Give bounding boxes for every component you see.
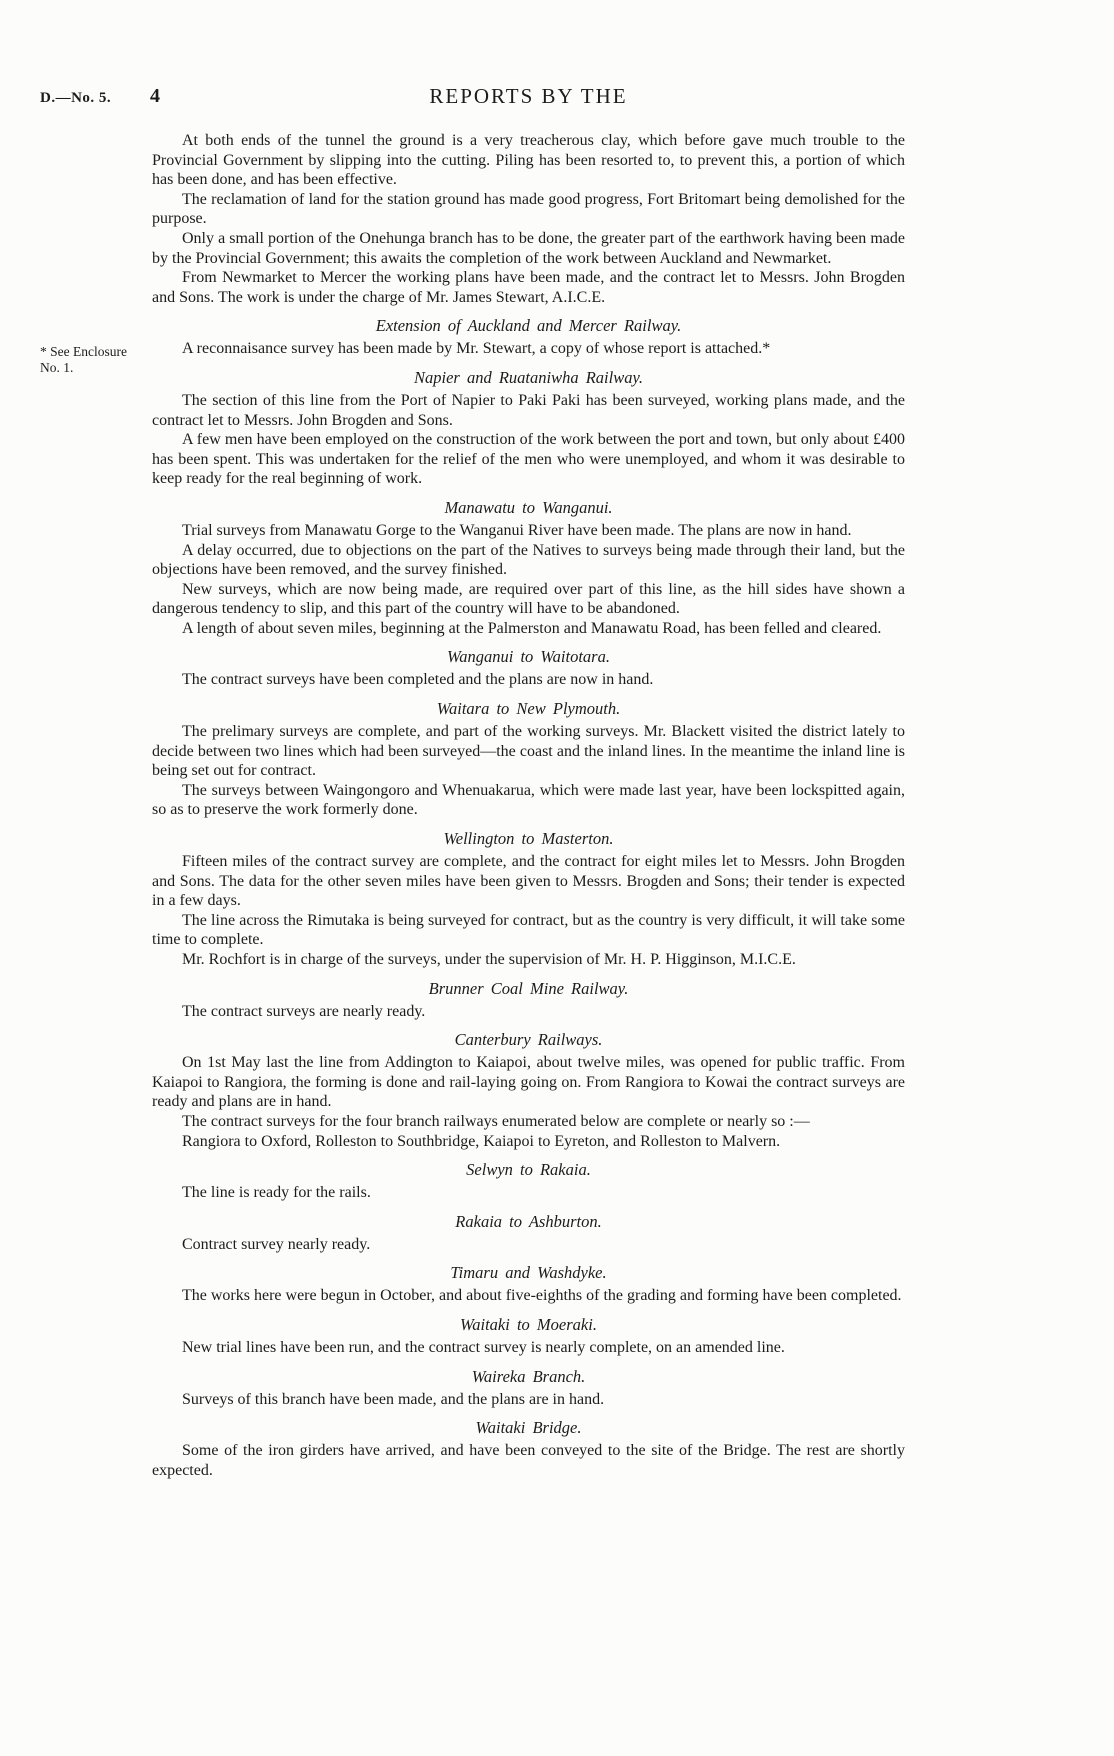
paragraph: The surveys between Waingongoro and Whenuakarua, which were made last year, have been lockspitted again, so as to preserve the work formerly done. [152,781,905,819]
report-section [152,1418,905,1480]
paragraph: Trial surveys from Manawatu Gorge to the Wanganui River have been made. The plans are now in hand. [182,521,852,539]
paragraph: New surveys, which are now being made, are required over part of this line, as the hill sides have shown a dangerous tendency to slip, and this part of the country will have to be abandoned. [152,580,905,618]
margin-note [40,344,148,376]
report-section [152,1212,905,1255]
paragraph: The works here were begun in October, and about five-eighths of the grading and forming have been completed. [182,1287,902,1305]
report-section [152,979,905,1022]
report-section [152,1263,905,1306]
report-section [152,1367,905,1410]
paragraph: The contract surveys have been completed and the plans are now in hand. [182,671,654,689]
paragraph: On 1st May last the line from Addington to Kaiapoi, about twelve miles, was opened for public traffic. From Kaiapoi to Rangiora, the forming is done and rail-laying going on. From Rangiora to Kowai the contract surveys are ready and plans are in hand. [152,1054,905,1111]
page-number: 4 [150,85,160,107]
margin-note-line-1: * See Enclosure [40,344,127,359]
paragraph: Rangiora to Oxford, Rolleston to Southbridge, Kaiapoi to Eyreton, and Rolleston to Malvern. [182,1132,781,1150]
paragraph: From Newmarket to Mercer the working plans have been made, and the contract let to Messrs. John Brogden and Sons. The work is under the charge of Mr. James Stewart, A.I.C.E. [152,269,905,306]
paragraph: A delay occurred, due to objections on the part of the Natives to surveys being made through their land, but the objections have been removed, and the survey finished. [152,541,905,579]
paragraph: Contract survey nearly ready. [182,1235,371,1253]
margin-note-line-2: No. 1. [40,360,74,375]
report-section [152,699,905,820]
document-reference: D.—No. 5. [40,90,112,106]
page-body [152,131,905,1480]
paragraph: A reconnaisance survey has been made by Mr. Stewart, a copy of whose report is attached.* [182,340,771,358]
section-heading: Timaru and Washdyke. [450,1263,607,1283]
running-title: REPORTS BY THE [429,84,628,108]
section-heading: Rakaia to Ashburton. [455,1211,602,1231]
paragraph: The reclamation of land for the station ground has made good progress, Fort Britomart being demolished for the purpose. [152,190,905,228]
paragraph: New trial lines have been run, and the contract survey is nearly complete, on an amended line. [182,1338,785,1356]
paragraph: The prelimary surveys are complete, and part of the working surveys. Mr. Blackett visited the district lately to decide between two lines which had been surveyed—the coast and the inland lines. In the meantime the inland line is being set out for contract. [152,723,905,780]
paragraph: Only a small portion of the Onehunga branch has to be done, the greater part of the earthwork having been made by the Provincial Government; this awaits the completion of the work between Auckland and Newmarket. [152,229,905,267]
section-heading: Brunner Coal Mine Railway. [428,978,629,998]
section-heading: Canterbury Railways. [454,1030,603,1050]
section-heading: Selwyn to Rakaia. [466,1160,591,1180]
report-section [152,1315,905,1358]
paragraph: Fifteen miles of the contract survey are complete, and the contract for eight miles let to Messrs. John Brogden and Sons. The data for the other seven miles have been given to Messrs. Brogden and Sons; their tender is expected in a few days. [152,853,905,910]
section-heading: Waireka Branch. [471,1366,586,1386]
paragraph: Some of the iron girders have arrived, and have been conveyed to the site of the Bridge. The rest are shortly expected. [152,1442,905,1479]
paragraph: A length of about seven miles, beginning at the Palmerston and Manawatu Road, has been felled and cleared. [182,619,882,637]
sections [152,316,905,1480]
paragraph: The line is ready for the rails. [182,1184,371,1202]
report-section [152,368,905,489]
section-heading: Wanganui to Waitotara. [447,647,610,667]
section-heading: Extension of Auckland and Mercer Railway. [375,316,682,336]
paragraph: Surveys of this branch have been made, and the plans are in hand. [182,1390,605,1408]
section-heading: Manawatu to Wanganui. [444,497,613,517]
paragraph: The contract surveys are nearly ready. [182,1002,426,1020]
paragraph: The section of this line from the Port of Napier to Paki Paki has been surveyed, working plans made, and the contract let to Messrs. John Brogden and Sons. [152,391,905,429]
intro-paragraphs [152,131,905,307]
paragraph: At both ends of the tunnel the ground is a very treacherous clay, which before gave much trouble to the Provincial Government by slipping into the cutting. Piling has been resorted to, to prevent this, a portion of which has been done, and has been effective. [152,132,905,189]
paragraph: Mr. Rochfort is in charge of the surveys, under the supervision of Mr. H. P. Higginson, M.I.C.E. [182,951,796,968]
report-section [152,829,905,970]
paragraph: The contract surveys for the four branch railways enumerated below are complete or nearly so :— [182,1112,810,1130]
report-section [152,1030,905,1151]
section-heading: Waitara to New Plymouth. [436,699,621,719]
paragraph: A few men have been employed on the construction of the work between the port and town, but only about £400 has been spent. This was undertaken for the relief of the men who were unemployed, and whom it was desirable to keep ready for the real beginning of work. [152,431,905,488]
report-section [152,316,905,359]
report-section [152,498,905,639]
section-heading: Wellington to Masterton. [443,829,614,849]
report-section [152,1160,905,1203]
section-heading: Waitaki Bridge. [475,1418,582,1438]
paragraph: The line across the Rimutaka is being surveyed for contract, but as the country is very difficult, it will take some time to complete. [152,911,905,949]
section-heading: Napier and Ruataniwha Railway. [413,367,643,387]
section-heading: Waitaki to Moeraki. [460,1314,597,1334]
report-section [152,647,905,690]
